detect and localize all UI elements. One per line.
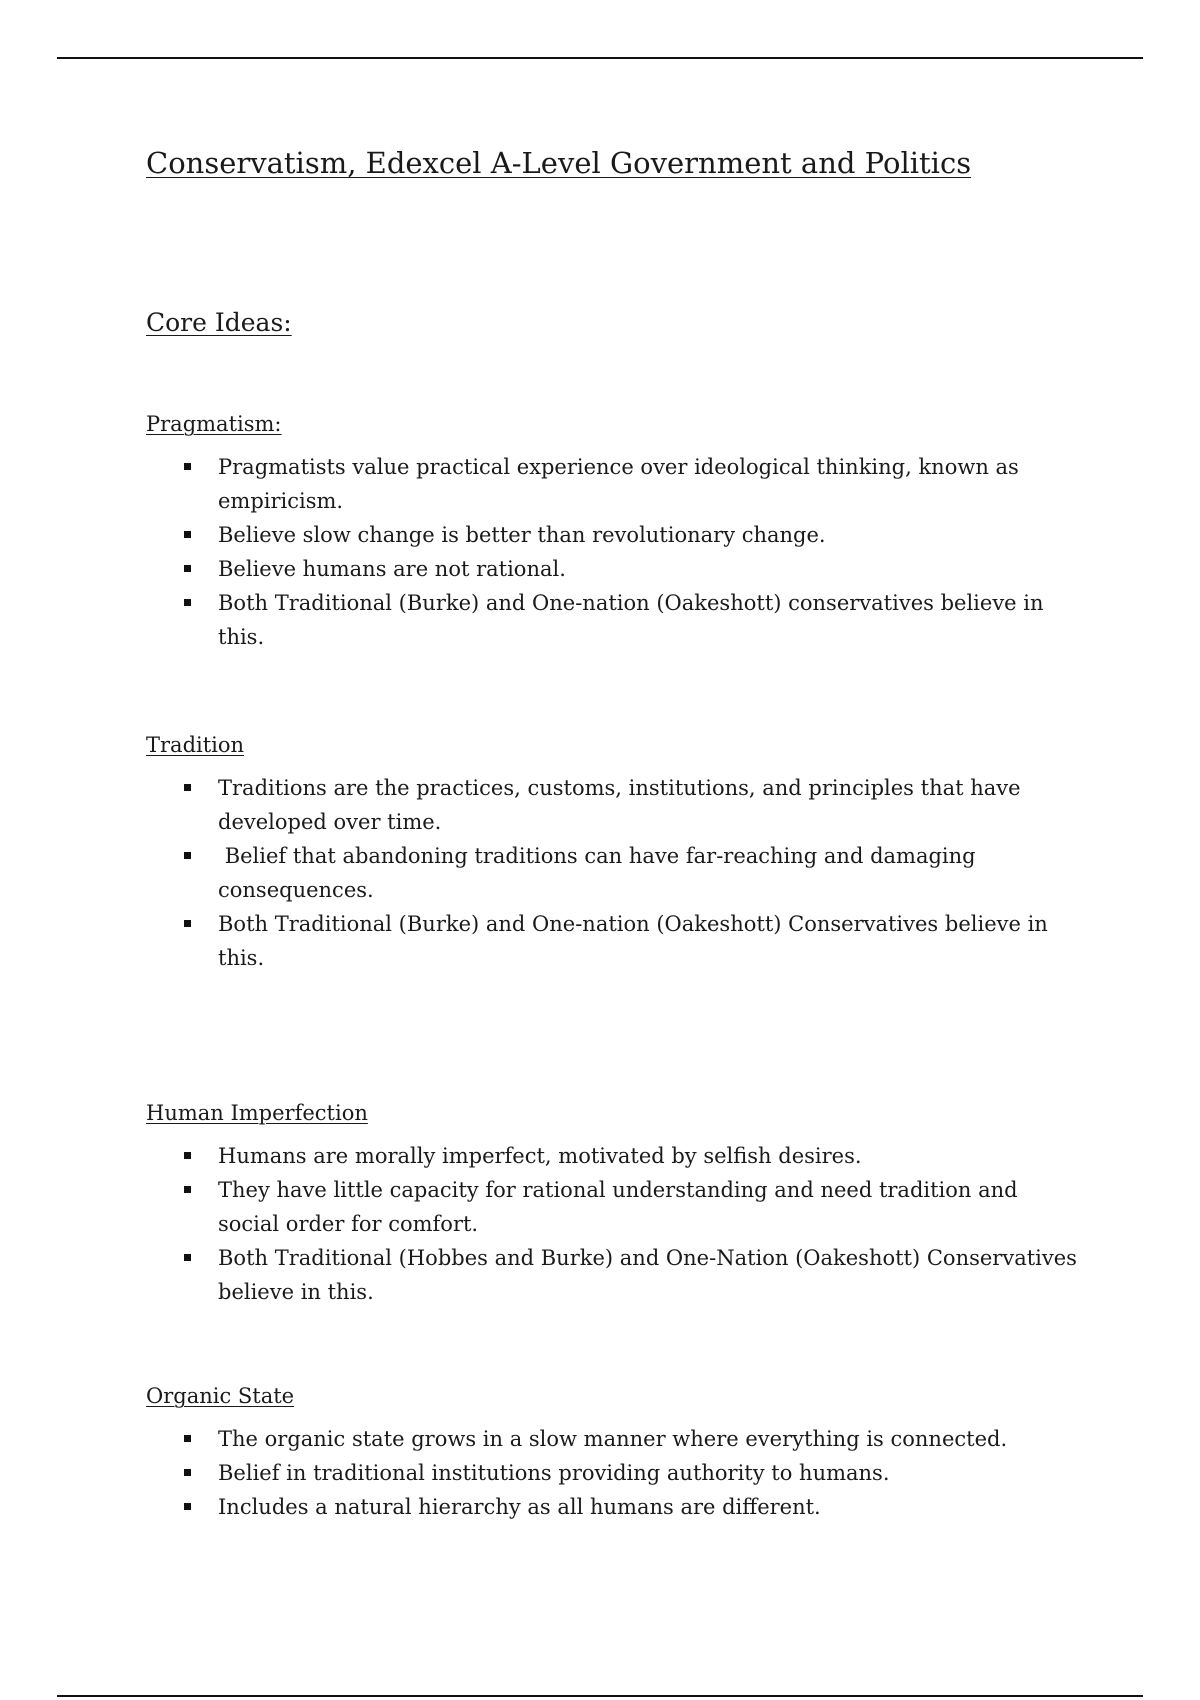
- bullet-text: The organic state grows in a slow manner where everything is connected.: [218, 1427, 1008, 1451]
- footer-rule: [57, 1695, 1143, 1697]
- bullet-text: Both Traditional (Burke) and One-nation (Oakeshott) conservatives believe in this.: [218, 591, 1044, 649]
- square-bullet-icon: [184, 1186, 191, 1193]
- bullet-text: Both Traditional (Burke) and One-nation (Oakeshott) Conservatives believe in this.: [218, 912, 1048, 970]
- square-bullet-icon: [184, 1503, 191, 1510]
- square-bullet-icon: [184, 565, 191, 572]
- bullet-item: [146, 907, 1078, 975]
- bullet-item: [146, 771, 1078, 839]
- section-heading: Human Imperfection: [146, 1101, 368, 1125]
- bullet-text: They have little capacity for rational understanding and need tradition and social order for comfort.: [218, 1178, 1018, 1236]
- square-bullet-icon: [184, 852, 191, 859]
- section-heading: Organic State: [146, 1384, 295, 1408]
- square-bullet-icon: [184, 1469, 191, 1476]
- square-bullet-icon: [184, 1152, 191, 1159]
- bullet-item: [146, 1490, 1078, 1524]
- bullet-text: Pragmatists value practical experience over ideological thinking, known as empiricism.: [218, 455, 1019, 513]
- square-bullet-icon: [184, 463, 191, 470]
- bullet-item: [146, 839, 1078, 907]
- bullet-list: [146, 1422, 1076, 1524]
- square-bullet-icon: [184, 531, 191, 538]
- bullet-item: [146, 586, 1078, 654]
- section-human-imperfection: [146, 1099, 1076, 1309]
- bullet-list: [146, 450, 1076, 654]
- square-bullet-icon: [184, 920, 191, 927]
- bullet-list: [146, 771, 1076, 975]
- square-bullet-icon: [184, 784, 191, 791]
- section-heading: Pragmatism:: [146, 412, 282, 436]
- bullet-list: [146, 1139, 1076, 1309]
- bullet-text: Humans are morally imperfect, motivated by selfish desires.: [218, 1144, 862, 1168]
- section-tradition: [146, 731, 1076, 975]
- bullet-item: [146, 450, 1078, 518]
- bullet-text: Belief that abandoning traditions can have far-reaching and damaging consequences.: [218, 844, 983, 902]
- bullet-item: [146, 1173, 1078, 1241]
- header-rule: [57, 57, 1143, 59]
- page-title: Conservatism, Edexcel A-Level Government and Politics: [146, 146, 972, 180]
- bullet-text: Belief in traditional institutions providing authority to humans.: [218, 1461, 890, 1485]
- square-bullet-icon: [184, 1435, 191, 1442]
- bullet-item: [146, 1241, 1078, 1309]
- core-ideas-heading: Core Ideas:: [146, 308, 292, 337]
- bullet-item: [146, 518, 1078, 552]
- bullet-text: Believe humans are not rational.: [218, 557, 566, 581]
- square-bullet-icon: [184, 1254, 191, 1261]
- bullet-item: [146, 552, 1078, 586]
- bullet-item: [146, 1139, 1078, 1173]
- square-bullet-icon: [184, 599, 191, 606]
- section-organic-state: [146, 1382, 1076, 1524]
- bullet-item: [146, 1456, 1078, 1490]
- bullet-item: [146, 1422, 1078, 1456]
- bullet-text: Believe slow change is better than revolutionary change.: [218, 523, 826, 547]
- section-pragmatism: [146, 410, 1076, 654]
- bullet-text: Includes a natural hierarchy as all humans are different.: [218, 1495, 821, 1519]
- bullet-text: Both Traditional (Hobbes and Burke) and One-Nation (Oakeshott) Conservatives believe in this.: [218, 1246, 1077, 1304]
- bullet-text: Traditions are the practices, customs, institutions, and principles that have developed over time.: [218, 776, 1021, 834]
- section-heading: Tradition: [146, 733, 245, 757]
